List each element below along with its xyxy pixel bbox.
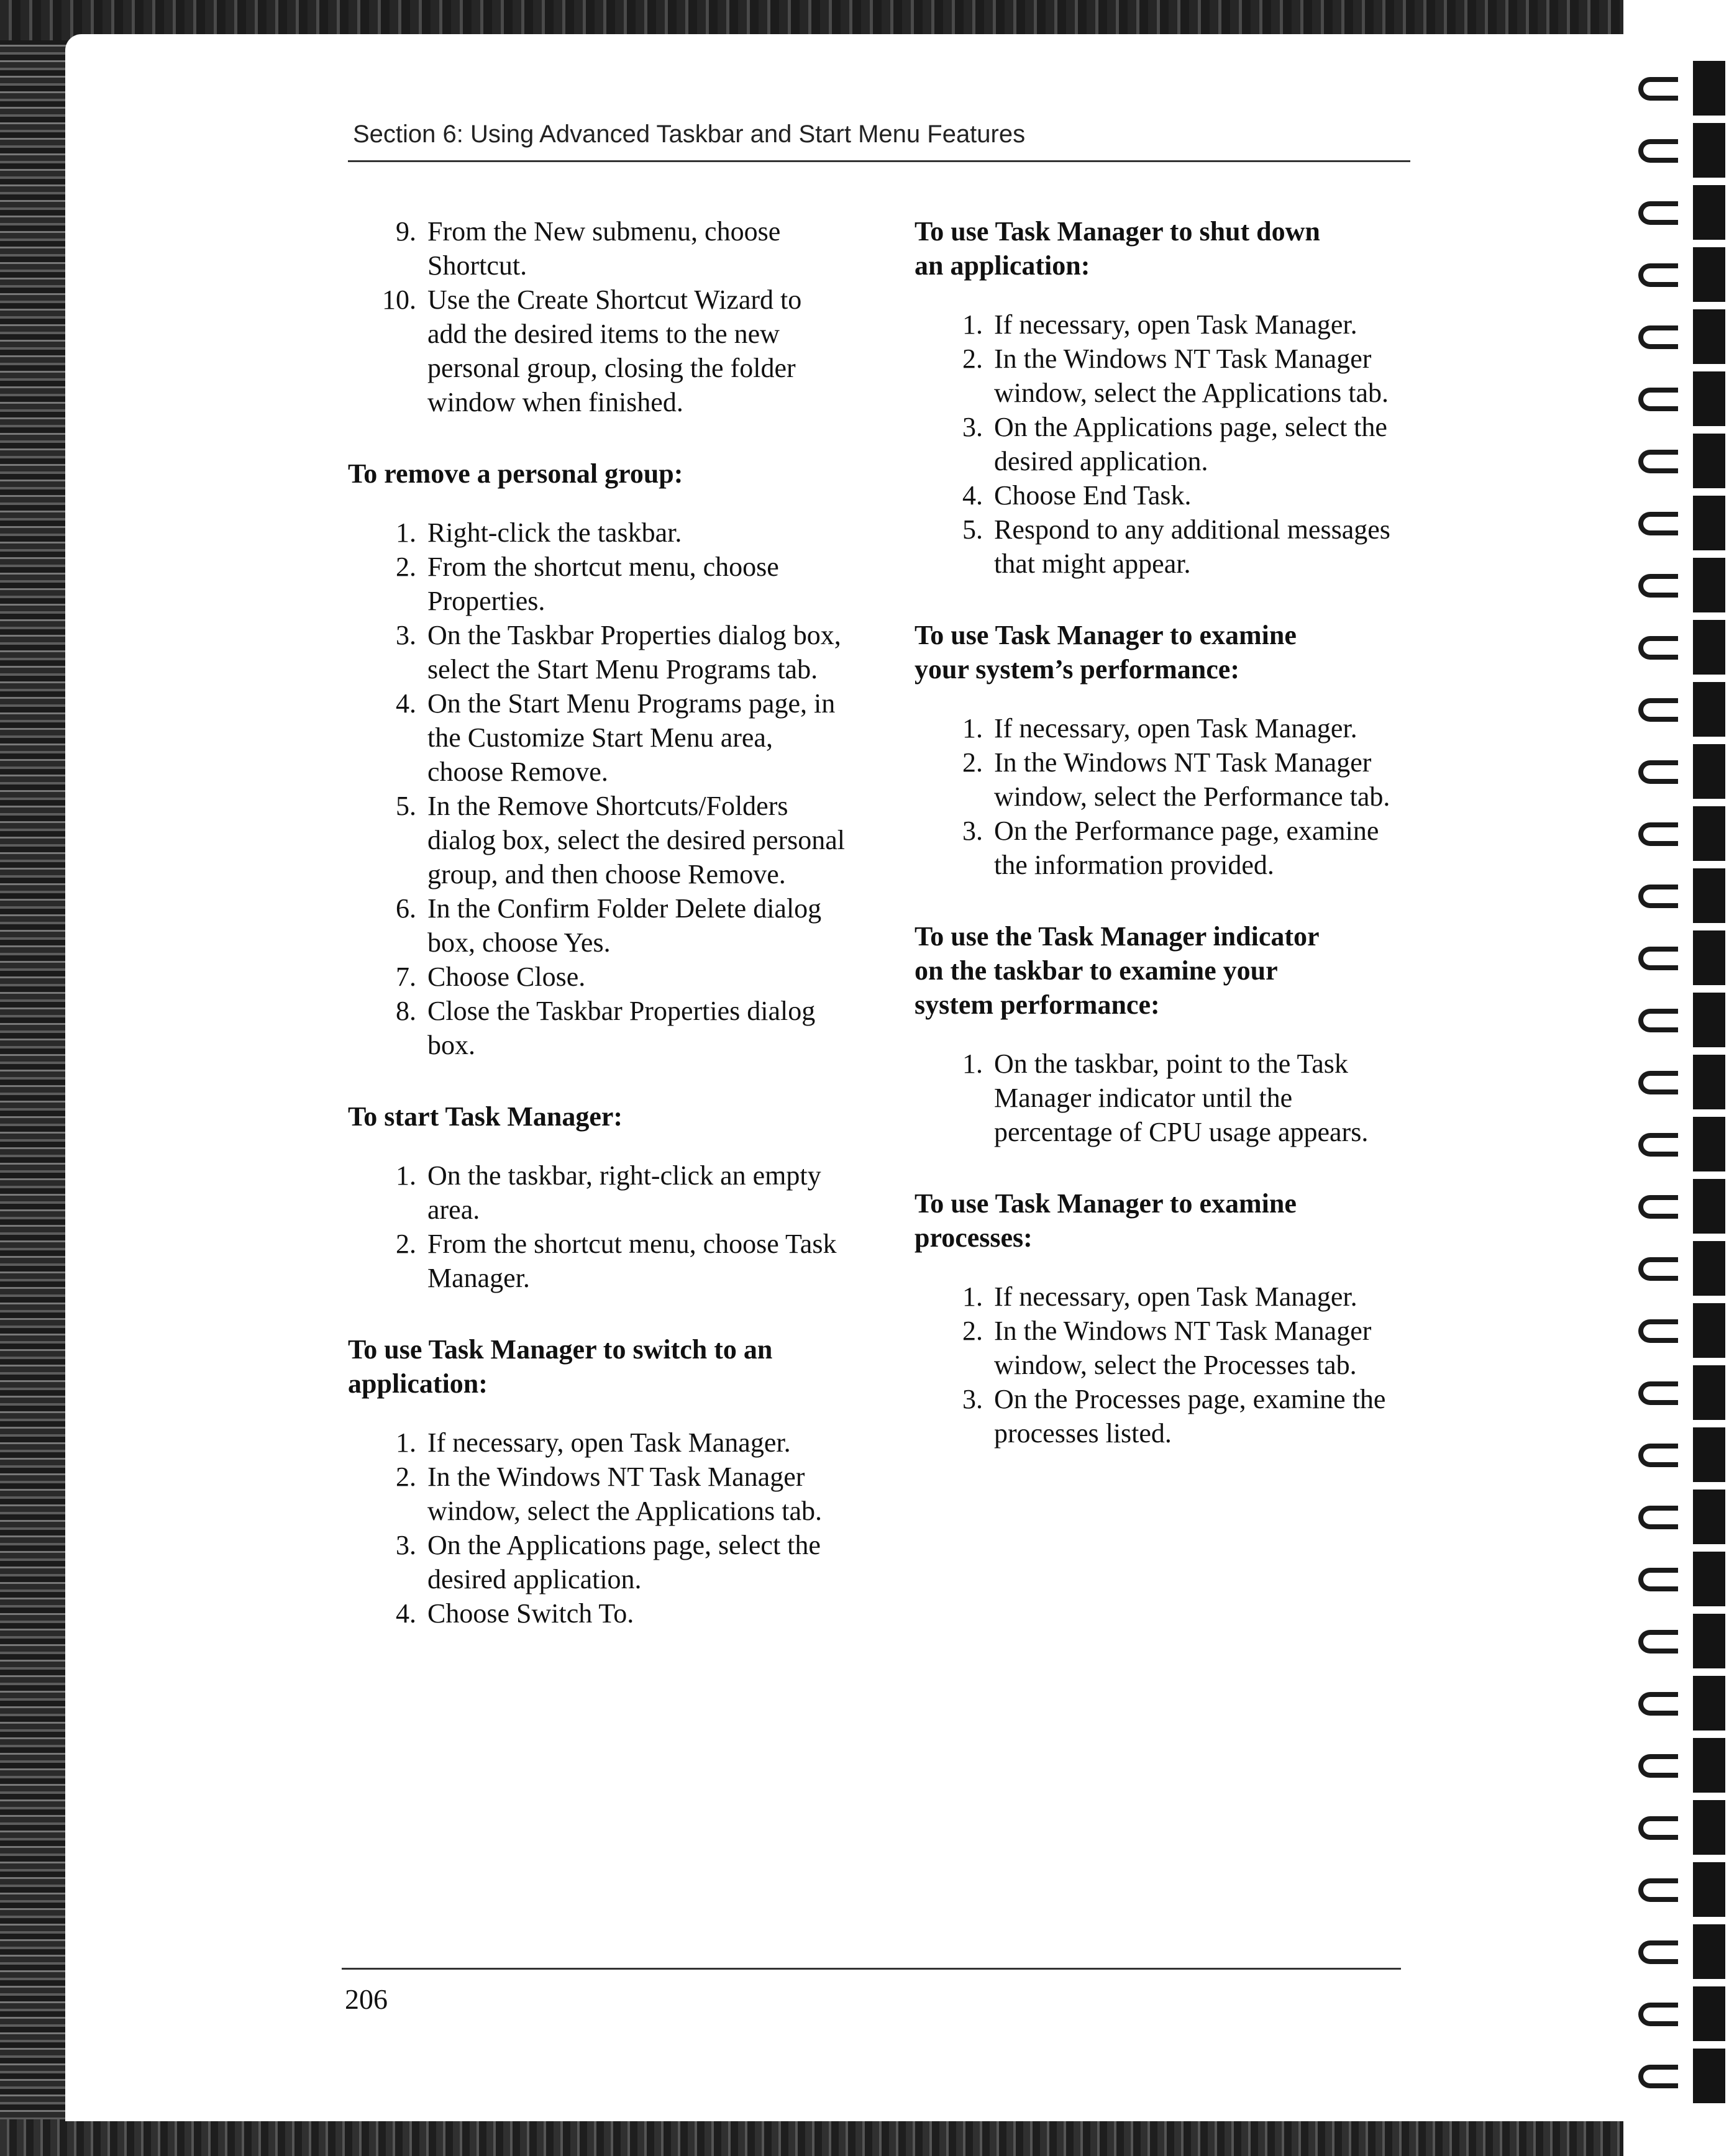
step-list: [348, 1426, 845, 1631]
binding-ring: [1638, 325, 1678, 349]
step-text: From the New submenu, choose Shortcut.: [427, 216, 781, 281]
list-item: [348, 1460, 845, 1528]
step-text: On the Processes page, examine the processes listed.: [994, 1384, 1386, 1449]
binding-ring: [1638, 1195, 1678, 1219]
list-item: [348, 789, 845, 891]
binding-ring: [1638, 512, 1678, 535]
step-number: 2.: [396, 552, 416, 582]
binding-hole: [1693, 1862, 1725, 1917]
binding-ring: [1638, 1381, 1678, 1405]
step-number: 1.: [396, 1160, 416, 1191]
step-text: Choose Close.: [427, 962, 586, 992]
step-text: On the taskbar, right-click an empty area.: [427, 1160, 821, 1225]
list-item: [915, 711, 1412, 745]
list-item: [348, 1426, 845, 1460]
binding-hole: [1693, 2049, 1725, 2103]
binding-hole: [1693, 682, 1725, 737]
binding-ring: [1638, 1568, 1678, 1591]
binding-hole: [1693, 61, 1725, 116]
step-number: 8.: [396, 996, 416, 1026]
step-list: [915, 307, 1412, 581]
binding-ring: [1638, 77, 1678, 101]
step-text: Choose End Task.: [994, 480, 1192, 511]
step-text: In the Windows NT Task Manager window, select the Performance tab.: [994, 747, 1390, 812]
binding-ring: [1638, 1319, 1678, 1343]
step-text: From the shortcut menu, choose Properties.: [427, 552, 779, 616]
binding-hole: [1693, 1365, 1725, 1420]
section-heading: To use the Task Manager indicator on the taskbar to examine your system performance:: [915, 921, 1320, 1020]
binding-hole: [1693, 806, 1725, 861]
step-number: 2.: [962, 343, 983, 374]
step-text: Respond to any additional messages that might appear.: [994, 514, 1390, 579]
step-text: If necessary, open Task Manager.: [427, 1427, 791, 1458]
step-number: 1.: [962, 1048, 983, 1079]
binding-hole: [1693, 930, 1725, 985]
binding-hole: [1693, 1303, 1725, 1358]
step-text: In the Remove Shortcuts/Folders dialog box, select the desired personal group, and then choose Remove.: [427, 791, 846, 889]
list-item: [915, 1280, 1412, 1314]
continued-steps: [348, 214, 845, 419]
binding-ring: [1638, 1940, 1678, 1964]
binding-hole: [1693, 558, 1725, 612]
right-column: [915, 214, 1412, 1488]
binding-ring: [1638, 1754, 1678, 1778]
step-text: Choose Switch To.: [427, 1598, 634, 1629]
section-heading: To use Task Manager to shut down an application:: [915, 216, 1320, 281]
step-text: On the Applications page, select the desired application.: [994, 412, 1387, 476]
list-item: [915, 410, 1412, 478]
binding-hole: [1693, 185, 1725, 240]
binding-ring: [1638, 822, 1678, 846]
list-item: [348, 1158, 845, 1227]
binding-ring: [1638, 885, 1678, 908]
binding-hole: [1693, 123, 1725, 178]
step-number: 5.: [962, 514, 983, 545]
step-number: 4.: [396, 1598, 416, 1629]
step-number: 3.: [962, 412, 983, 442]
step-number: 3.: [396, 1530, 416, 1560]
step-number: 3.: [962, 1384, 983, 1414]
binding-ring: [1638, 760, 1678, 784]
section-switch-to-application: [348, 1332, 845, 1631]
binding-hole: [1693, 1986, 1725, 2041]
step-list: [348, 516, 845, 1062]
step-text: On the taskbar, point to the Task Manager indicator until the percentage of CPU usage appears.: [994, 1048, 1369, 1147]
binding-hole: [1693, 1241, 1725, 1296]
binding-ring: [1638, 1133, 1678, 1157]
step-number: 1.: [396, 1427, 416, 1458]
binding-hole: [1693, 1738, 1725, 1793]
step-number: 6.: [396, 893, 416, 924]
binding-ring: [1638, 1009, 1678, 1032]
list-item: [915, 478, 1412, 512]
step-text: If necessary, open Task Manager.: [994, 1281, 1357, 1312]
list-item: [915, 1047, 1412, 1149]
step-list: [348, 1158, 845, 1295]
list-item: [915, 512, 1412, 581]
step-text: On the Applications page, select the desired application.: [427, 1530, 821, 1594]
section-shut-down-application: [915, 214, 1412, 581]
list-item: [915, 1314, 1412, 1382]
binding-ring: [1638, 139, 1678, 163]
step-number: 2.: [962, 747, 983, 778]
step-text: In the Confirm Folder Delete dialog box, choose Yes.: [427, 893, 822, 958]
list-item: [915, 745, 1412, 814]
step-number: 3.: [396, 620, 416, 650]
binding-hole: [1693, 993, 1725, 1047]
step-number: 4.: [396, 688, 416, 719]
binding-ring: [1638, 947, 1678, 970]
section-examine-processes: [915, 1186, 1412, 1450]
step-text: In the Windows NT Task Manager window, select the Applications tab.: [994, 343, 1389, 408]
list-item: [915, 342, 1412, 410]
list-item: [348, 1596, 845, 1631]
step-text: If necessary, open Task Manager.: [994, 713, 1357, 744]
step-list: [915, 1047, 1412, 1149]
list-item: [348, 283, 845, 419]
step-number: 9.: [396, 216, 416, 247]
binding-hole: [1693, 1117, 1725, 1171]
footer-rule: [342, 1968, 1401, 1970]
page-number: 206: [345, 1983, 388, 2015]
binding-ring: [1638, 1071, 1678, 1094]
binding-hole: [1693, 309, 1725, 364]
step-text: On the Start Menu Programs page, in the Customize Start Menu area, choose Remove.: [427, 688, 836, 787]
section-taskbar-indicator: [915, 919, 1412, 1149]
binding-ring: [1638, 636, 1678, 660]
binding-ring: [1638, 1878, 1678, 1902]
left-column: [348, 214, 845, 1668]
section-examine-performance: [915, 618, 1412, 882]
binding-hole: [1693, 1924, 1725, 1979]
binding-ring: [1638, 2003, 1678, 2026]
list-item: [915, 307, 1412, 342]
step-text: Right-click the taskbar.: [427, 517, 682, 548]
scan-edge-bottom: [0, 2119, 1729, 2156]
step-number: 1.: [962, 1281, 983, 1312]
binding-ring: [1638, 698, 1678, 722]
binding-hole: [1693, 1800, 1725, 1855]
binding-ring: [1638, 1816, 1678, 1840]
spiral-binding: [1623, 0, 1729, 2156]
step-number: 2.: [962, 1316, 983, 1346]
binding-ring: [1638, 1444, 1678, 1467]
section-start-task-manager: [348, 1099, 845, 1295]
section-heading: To use Task Manager to switch to an application:: [348, 1334, 773, 1399]
binding-hole: [1693, 744, 1725, 799]
list-item: [348, 686, 845, 789]
step-list: [915, 1280, 1412, 1450]
list-item: [348, 891, 845, 960]
binding-ring: [1638, 1257, 1678, 1281]
header-rule: [348, 160, 1410, 162]
binding-hole: [1693, 868, 1725, 923]
scan-edge-left: [0, 0, 75, 2156]
binding-hole: [1693, 496, 1725, 550]
step-number: 4.: [962, 480, 983, 511]
step-list: [915, 711, 1412, 882]
document-page: [65, 34, 1700, 2121]
list-item: [348, 1227, 845, 1295]
step-number: 2.: [396, 1229, 416, 1259]
binding-ring: [1638, 1630, 1678, 1653]
step-text: In the Windows NT Task Manager window, select the Applications tab.: [427, 1462, 823, 1526]
step-text: On the Taskbar Properties dialog box, select the Start Menu Programs tab.: [427, 620, 841, 685]
step-number: 1.: [962, 309, 983, 340]
step-text: In the Windows NT Task Manager window, select the Processes tab.: [994, 1316, 1372, 1380]
step-number: 7.: [396, 962, 416, 992]
list-item: [348, 618, 845, 686]
list-item: [348, 994, 845, 1062]
step-text: On the Performance page, examine the information provided.: [994, 816, 1379, 880]
binding-hole: [1693, 1614, 1725, 1668]
binding-ring: [1638, 388, 1678, 411]
binding-ring: [1638, 1692, 1678, 1716]
section-heading: To start Task Manager:: [348, 1101, 623, 1132]
step-text: Close the Taskbar Properties dialog box.: [427, 996, 816, 1060]
binding-hole: [1693, 620, 1725, 675]
binding-ring: [1638, 1506, 1678, 1529]
step-number: 5.: [396, 791, 416, 821]
section-header: Section 6: Using Advanced Taskbar and Start Menu Features: [353, 121, 1026, 148]
list-item: [348, 960, 845, 994]
section-heading: To use Task Manager to examine your system’s performance:: [915, 620, 1297, 685]
step-number: 1.: [396, 517, 416, 548]
step-number: 1.: [962, 713, 983, 744]
binding-ring: [1638, 574, 1678, 598]
list-item: [915, 1382, 1412, 1450]
binding-hole: [1693, 434, 1725, 488]
step-text: If necessary, open Task Manager.: [994, 309, 1357, 340]
section-remove-personal-group: [348, 457, 845, 1062]
binding-hole: [1693, 1427, 1725, 1482]
section-heading: To remove a personal group:: [348, 458, 683, 489]
step-number: 3.: [962, 816, 983, 846]
binding-hole: [1693, 371, 1725, 426]
list-item: [348, 214, 845, 283]
step-text: From the shortcut menu, choose Task Manager.: [427, 1229, 837, 1293]
step-text: Use the Create Shortcut Wizard to add the desired items to the new personal group, closing the folder window when finished.: [427, 284, 802, 417]
binding-hole: [1693, 1490, 1725, 1544]
binding-ring: [1638, 450, 1678, 473]
binding-ring: [1638, 201, 1678, 225]
step-number: 10.: [382, 284, 416, 315]
continued-step-list: [348, 214, 845, 419]
binding-hole: [1693, 1552, 1725, 1606]
section-heading: To use Task Manager to examine processes:: [915, 1188, 1297, 1253]
binding-ring: [1638, 2065, 1678, 2088]
list-item: [348, 516, 845, 550]
binding-ring: [1638, 263, 1678, 287]
binding-hole: [1693, 1676, 1725, 1731]
list-item: [348, 1528, 845, 1596]
binding-hole: [1693, 247, 1725, 302]
binding-hole: [1693, 1055, 1725, 1109]
list-item: [348, 550, 845, 618]
list-item: [915, 814, 1412, 882]
step-number: 2.: [396, 1462, 416, 1492]
binding-hole: [1693, 1179, 1725, 1234]
